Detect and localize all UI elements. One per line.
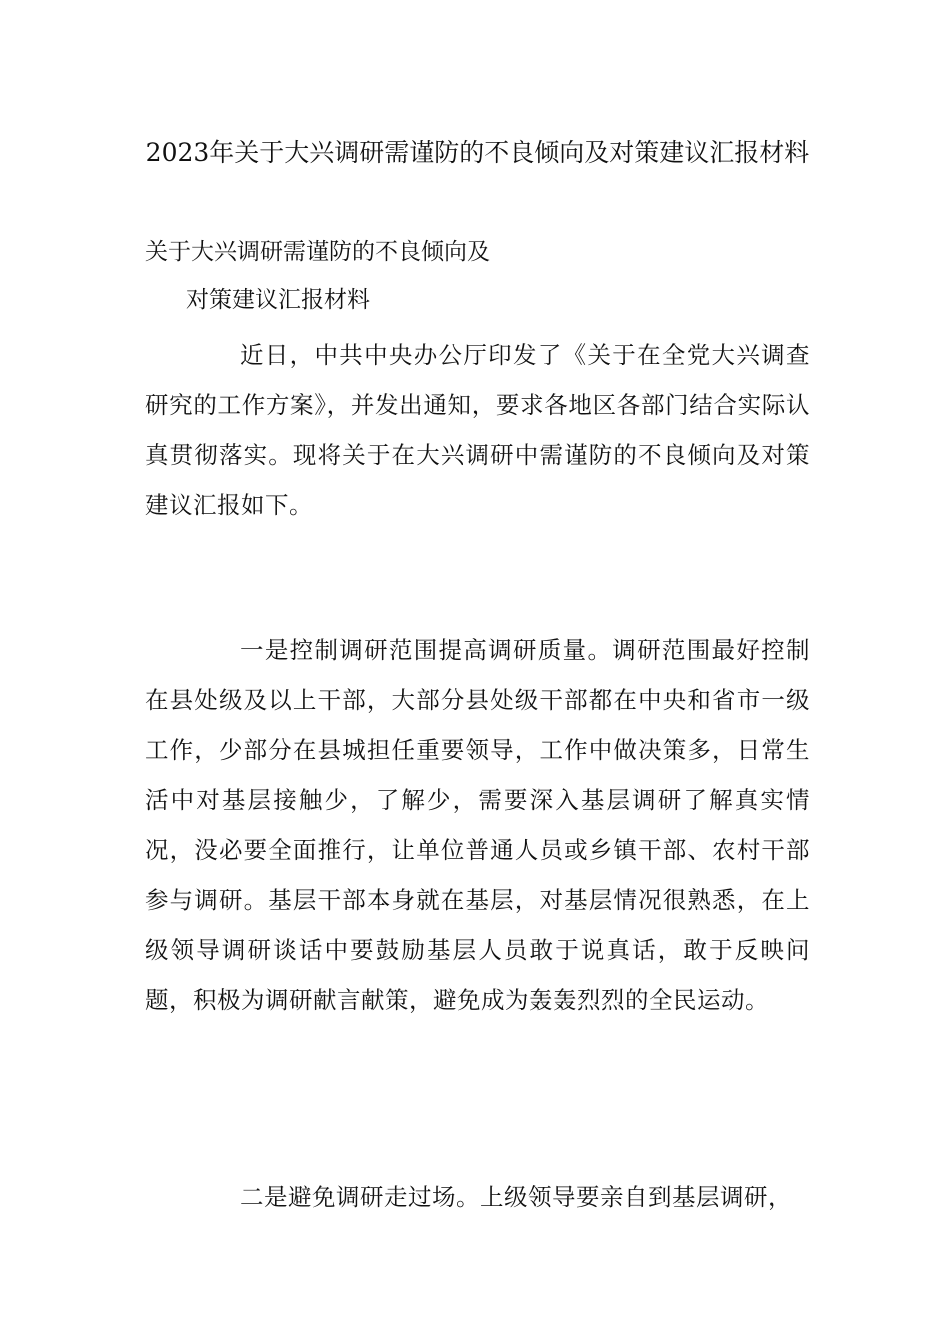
subtitle-line-2: 对策建议汇报材料	[186, 287, 370, 313]
paragraph-point-one: 一是控制调研范围提高调研质量。调研范围最好控制在县处级及以上干部，大部分县处级干部都在中央和省市一级工作，少部分在县城担任重要领导，工作中做决策多，日常生活中对基层接触少，了解少，需要深入基层调研了解真实情况，没必要全面推行，让单位普通人员或乡镇干部、农村干部参与调研。基层干部本身就在基层，对基层情况很熟悉，在上级领导调研谈话中要鼓励基层人员敢于说真话，敢于反映问题，积极为调研献言献策，避免成为轰轰烈烈的全民运动。	[145, 636, 810, 1014]
paragraph-intro: 近日，中共中央办公厅印发了《关于在全党大兴调查研究的工作方案》，并发出通知，要求各地区各部门结合实际认真贯彻落实。现将关于在大兴调研中需谨防的不良倾向及对策建议汇报如下。	[145, 341, 810, 519]
subtitle-line-1: 关于大兴调研需谨防的不良倾向及	[145, 239, 490, 265]
paragraph-point-two: 二是避免调研走过场。上级领导要亲自到基层调研，	[240, 1183, 792, 1211]
document-title: 2023年关于大兴调研需谨防的不良倾向及对策建议汇报材料	[145, 138, 810, 167]
